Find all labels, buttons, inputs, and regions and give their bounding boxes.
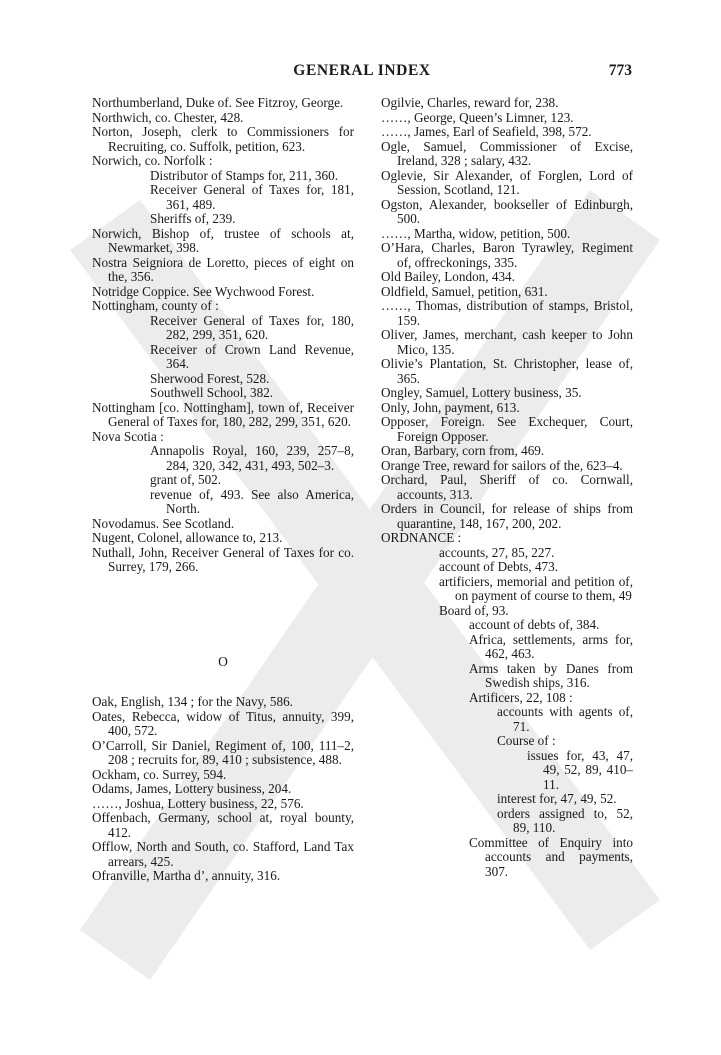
- index-entry: Nuthall, John, Receiver General of Taxes for co. Surrey, 179, 266.: [92, 544, 354, 574]
- index-entry: Arms taken by Danes from Swedish ships, 316.: [469, 660, 633, 690]
- index-entry: Northwich, co. Chester, 428.: [92, 109, 244, 125]
- index-entry: Olivie’s Plantation, St. Christopher, lease of, 365.: [381, 356, 633, 386]
- index-entry: Receiver General of Taxes for, 181, 361, 489.: [150, 182, 354, 212]
- index-entry: Ogston, Alexander, bookseller of Edinburgh, 500.: [381, 196, 633, 226]
- index-entry: Course of :: [497, 733, 556, 748]
- left-column: [92, 96, 354, 884]
- index-entry: Receiver General of Taxes for, 180, 282, 299, 351, 620.: [150, 312, 354, 342]
- index-entry: Nostra Seigniora de Loretto, pieces of eight on the, 356.: [92, 254, 354, 284]
- index-entry: Ongley, Samuel, Lottery business, 35.: [381, 385, 582, 400]
- index-entry: Annapolis Royal, 160, 239, 257–8, 284, 320, 342, 431, 493, 502–3.: [150, 443, 354, 473]
- index-entry: Nottingham, county of :: [92, 298, 219, 313]
- index-entry: Nugent, Colonel, allowance to, 213.: [92, 530, 283, 545]
- index-entry: Offenbach, Germany, school at, royal bounty, 412.: [92, 810, 354, 840]
- index-entry: Offlow, North and South, co. Stafford, Land Tax arrears, 425.: [92, 839, 354, 869]
- index-entry: O’Carroll, Sir Daniel, Regiment of, 100, 111–2, 208 ; recruits for, 89, 410 ; subsistence, 488.: [92, 737, 354, 767]
- index-entry: Oates, Rebecca, widow of Titus, annuity, 399, 400, 572.: [92, 708, 354, 738]
- index-entry: Odams, James, Lottery business, 204.: [92, 781, 292, 796]
- index-entry: accounts with agents of, 71.: [497, 704, 633, 734]
- index-entry: Norwich, Bishop of, trustee of schools at, Newmarket, 398.: [92, 225, 354, 255]
- index-entry: orders assigned to, 52, 89, 110.: [497, 805, 633, 835]
- running-title: GENERAL INDEX: [293, 62, 431, 79]
- index-entry: ……, Joshua, Lottery business, 22, 576.: [92, 795, 304, 811]
- index-entry: Novodamus. See Scotland.: [92, 515, 235, 531]
- index-entry: Orders in Council, for release of ships from quarantine, 148, 167, 200, 202.: [381, 501, 633, 531]
- index-entry: Sherwood Forest, 528.: [150, 370, 270, 386]
- index-entry: Distributor of Stamps for, 211, 360.: [150, 167, 338, 183]
- index-entry: interest for, 47, 49, 52.: [497, 791, 617, 806]
- index-entry: ……, Martha, widow, petition, 500.: [381, 225, 571, 241]
- index-entry: O’Hara, Charles, Baron Tyrawley, Regiment of, offreckonings, 335.: [381, 240, 633, 270]
- index-entry: Opposer, Foreign. See Exchequer, Court, Foreign Opposer.: [381, 414, 633, 444]
- index-entry: grant of, 502.: [150, 472, 222, 487]
- index-entry: ……, George, Queen’s Limner, 123.: [381, 109, 574, 125]
- index-entry: Africa, settlements, arms for, 462, 463.: [469, 631, 633, 661]
- index-entry: Norwich, co. Norfolk :: [92, 153, 213, 168]
- index-entry: Nottingham [co. Nottingham], town of, Receiver General of Taxes for, 180, 282, 299, 351, 620.: [92, 399, 354, 429]
- index-entry: Board of, 93.: [439, 602, 509, 618]
- index-entry: Northumberland, Duke of. See Fitzroy, George.: [92, 95, 344, 110]
- left-entry-list-o: [92, 695, 354, 884]
- index-entry: Orchard, Paul, Sheriff of co. Cornwall, accounts, 313.: [381, 472, 633, 502]
- index-entry: account of debts of, 384.: [469, 617, 600, 632]
- index-entry: ……, Thomas, distribution of stamps, Bristol, 159.: [381, 298, 633, 328]
- index-entry: Notridge Coppice. See Wychwood Forest.: [92, 283, 315, 299]
- index-entry: ORDNANCE :: [381, 530, 462, 545]
- index-entry: Receiver of Crown Land Revenue, 364.: [150, 341, 354, 371]
- index-entry: Nova Scotia :: [92, 428, 164, 444]
- index-entry: Artificers, 22, 108 :: [469, 689, 573, 705]
- section-letter: O: [218, 653, 228, 669]
- left-entry-list: [92, 96, 354, 575]
- index-entry: accounts, 27, 85, 227.: [439, 544, 555, 560]
- index-entry: Ogle, Samuel, Commissioner of Excise, Ireland, 328 ; salary, 432.: [381, 138, 633, 168]
- index-entry: Ofranville, Martha d’, annuity, 316.: [92, 868, 281, 883]
- index-entry: Oldfield, Samuel, petition, 631.: [381, 283, 548, 299]
- index-entry: Oran, Barbary, corn from, 469.: [381, 443, 545, 458]
- index-entry: Oak, English, 134 ; for the Navy, 586.: [92, 694, 293, 709]
- page-header: [92, 62, 632, 86]
- index-entry: Old Bailey, London, 434.: [381, 269, 515, 284]
- page-number: 773: [608, 62, 632, 79]
- index-entry: Ogilvie, Charles, reward for, 238.: [381, 95, 559, 110]
- index-entry: Ockham, co. Surrey, 594.: [92, 766, 227, 782]
- index-entry: Committee of Enquiry into accounts and payments, 307.: [469, 834, 633, 879]
- index-entry: artificiers, memorial and petition of, on payment of course to them, 49: [439, 573, 633, 603]
- index-entry: Oliver, James, merchant, cash keeper to John Mico, 135.: [381, 327, 633, 357]
- index-entry: issues for, 43, 47, 49, 52, 89, 410–11.: [527, 747, 633, 792]
- right-entry-list: [381, 96, 633, 879]
- index-entry: revenue of, 493. See also America, North.: [150, 486, 354, 516]
- index-entry: Sheriffs of, 239.: [150, 211, 236, 226]
- index-entry: account of Debts, 473.: [439, 559, 559, 574]
- index-entry: Only, John, payment, 613.: [381, 399, 520, 415]
- index-entry: Oglevie, Sir Alexander, of Forglen, Lord of Session, Scotland, 121.: [381, 167, 633, 197]
- right-column: [381, 96, 633, 879]
- index-entry: Orange Tree, reward for sailors of the, 623–4.: [381, 457, 623, 473]
- index-entry: ……, James, Earl of Seafield, 398, 572.: [381, 124, 592, 139]
- index-entry: Southwell School, 382.: [150, 385, 274, 400]
- index-entry: Norton, Joseph, clerk to Commissioners for Recruiting, co. Suffolk, petition, 623.: [92, 124, 354, 154]
